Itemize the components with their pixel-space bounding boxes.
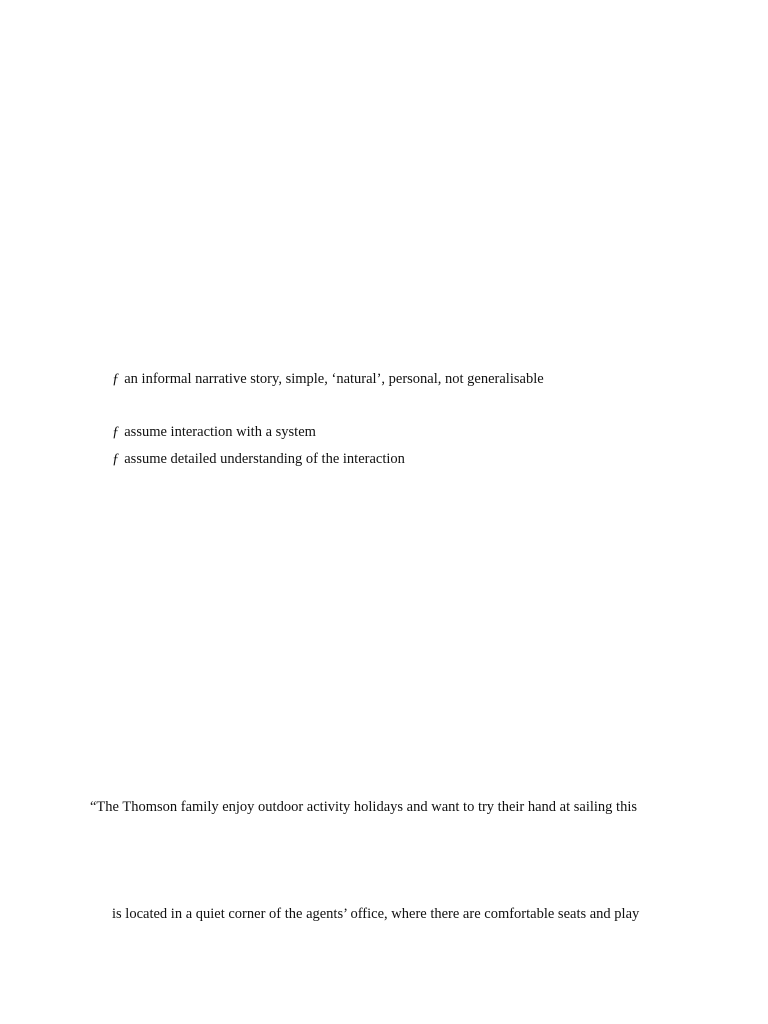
bullet-marker: ƒ	[112, 451, 120, 467]
paragraph-line-1: “The Thomson family enjoy outdoor activity holidays and want to try their hand at sailing this	[90, 799, 638, 815]
bullet-text: assume interaction with a system	[124, 424, 316, 440]
bullet-marker: ƒ	[112, 424, 120, 440]
bullet-item-1	[112, 370, 544, 388]
paragraph-line-2: is located in a quiet corner of the agents’ office, where there are comfortable seats and play	[112, 906, 640, 922]
bullet-text: assume detailed understanding of the interaction	[124, 451, 405, 467]
bullet-marker: ƒ	[112, 371, 120, 387]
bullet-text: an informal narrative story, simple, ‘natural’, personal, not generalisable	[124, 371, 544, 387]
bullet-item-3	[112, 450, 405, 468]
bullet-item-2	[112, 423, 316, 441]
